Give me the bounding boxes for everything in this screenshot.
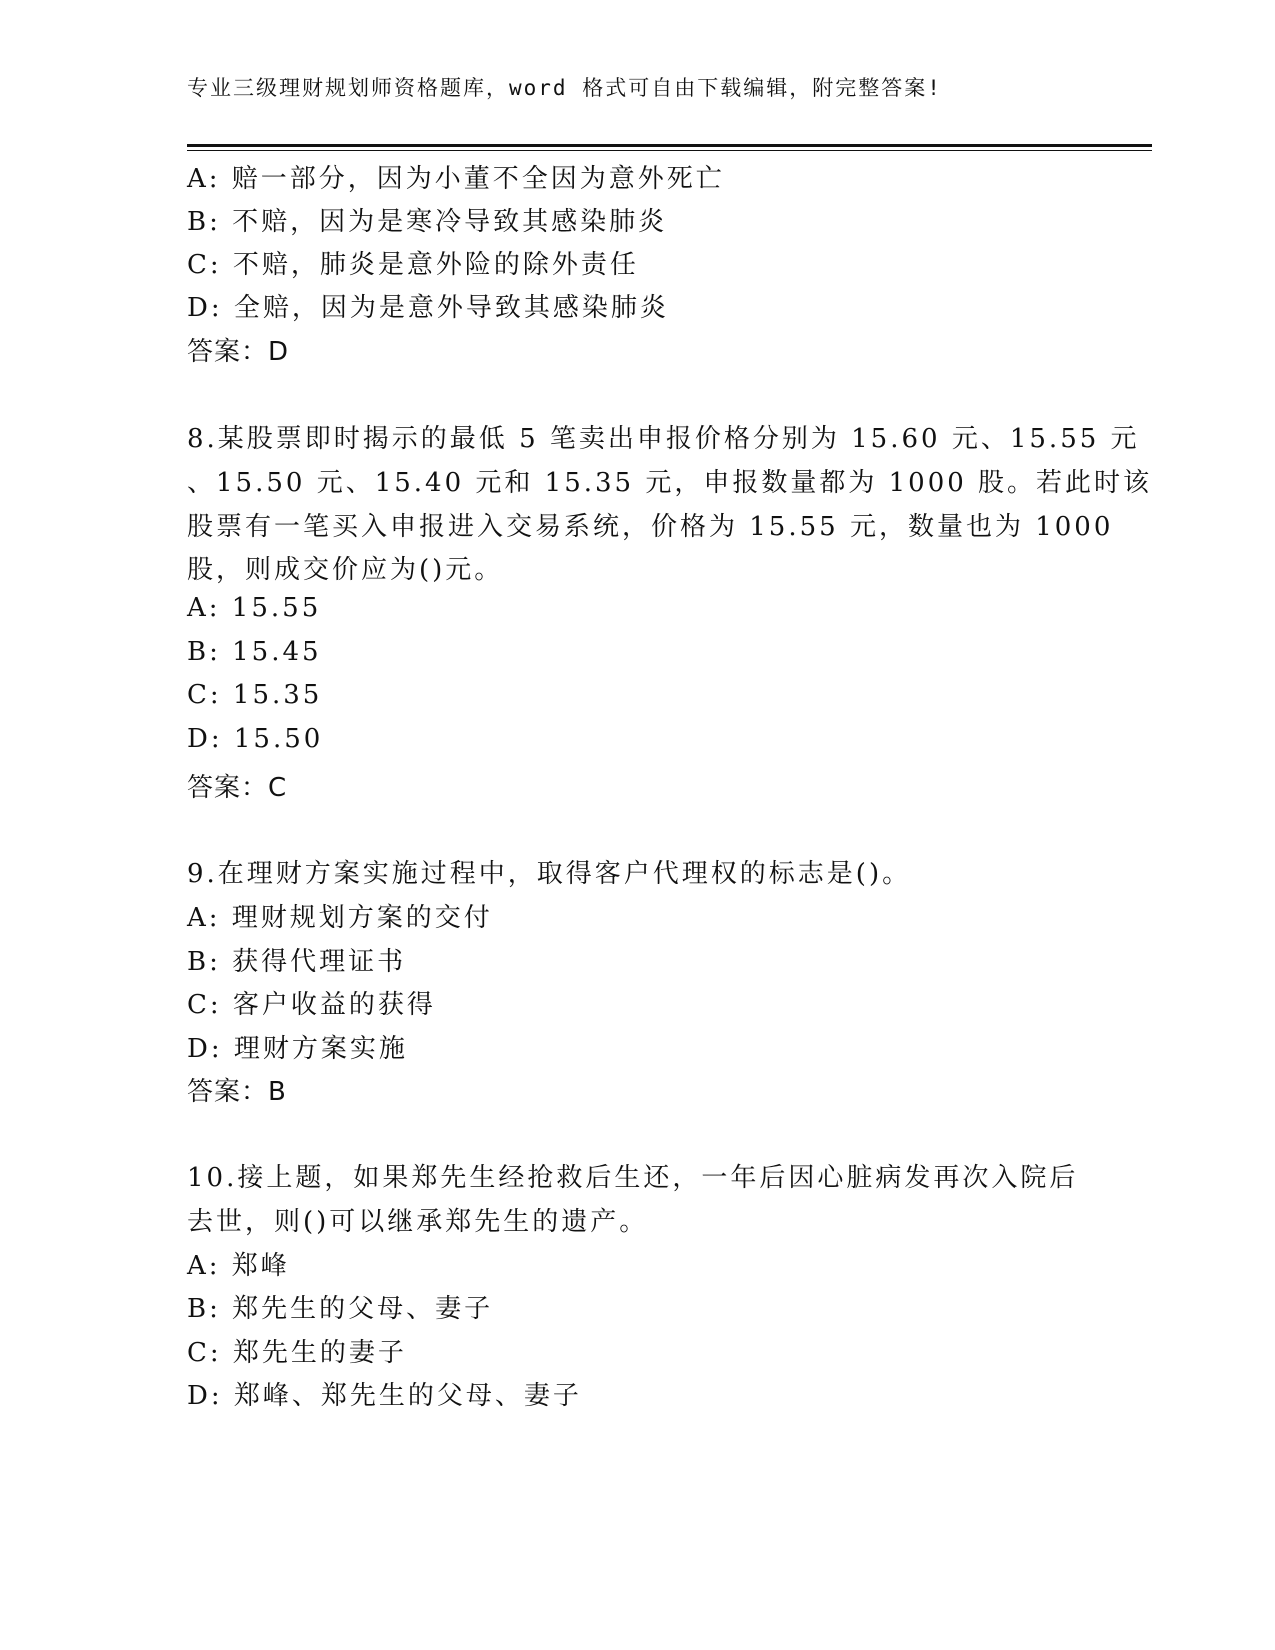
header-rule-thick [187,144,1152,147]
page-header: 专业三级理财规划师资格题库，word 格式可自由下载编辑，附完整答案! [187,76,942,100]
q9-answer: 答案：B [187,1077,287,1107]
q10-option-b: B: 郑先生的父母、妻子 [187,1294,494,1324]
q8-stem-line-2: 、15.50 元、15.40 元和 15.35 元，申报数量都为 1000 股。若此时该 [187,468,1153,498]
q10-option-a: A: 郑峰 [187,1251,290,1281]
q7-option-d: D: 全赔，因为是意外导致其感染肺炎 [187,293,669,323]
q9-option-d: D: 理财方案实施 [187,1034,408,1064]
q7-answer: 答案：D [187,337,290,367]
q8-answer: 答案：C [187,773,288,803]
q7-option-a: A: 赔一部分，因为小董不全因为意外死亡 [187,164,725,194]
header-rule-thin [187,150,1152,151]
q9-option-a: A: 理财规划方案的交付 [187,903,493,933]
q8-option-c: C: 15.35 [187,680,323,710]
q9-stem-line-1: 9.在理财方案实施过程中，取得客户代理权的标志是()。 [187,859,912,889]
q10-option-d: D: 郑峰、郑先生的父母、妻子 [187,1381,582,1411]
q7-option-c: C: 不赔，肺炎是意外险的除外责任 [187,250,639,280]
q7-option-b: B: 不赔，因为是寒冷导致其感染肺炎 [187,207,668,237]
q8-stem-line-3: 股票有一笔买入申报进入交易系统，价格为 15.55 元，数量也为 1000 [187,512,1114,542]
q10-option-c: C: 郑先生的妻子 [187,1338,407,1368]
q9-option-c: C: 客户收益的获得 [187,990,436,1020]
q8-option-a: A: 15.55 [187,593,322,623]
q10-stem-line-2: 去世，则()可以继承郑先生的遗产。 [187,1207,649,1237]
q8-stem-line-4: 股，则成交价应为()元。 [187,555,504,585]
q10-stem-line-1: 10.接上题，如果郑先生经抢救后生还，一年后因心脏病发再次入院后 [187,1163,1079,1193]
q8-option-b: B: 15.45 [187,637,322,667]
q9-option-b: B: 获得代理证书 [187,947,407,977]
q8-stem-line-1: 8.某股票即时揭示的最低 5 笔卖出申报价格分别为 15.60 元、15.55 元 [187,424,1140,454]
q8-option-d: D: 15.50 [187,724,324,754]
